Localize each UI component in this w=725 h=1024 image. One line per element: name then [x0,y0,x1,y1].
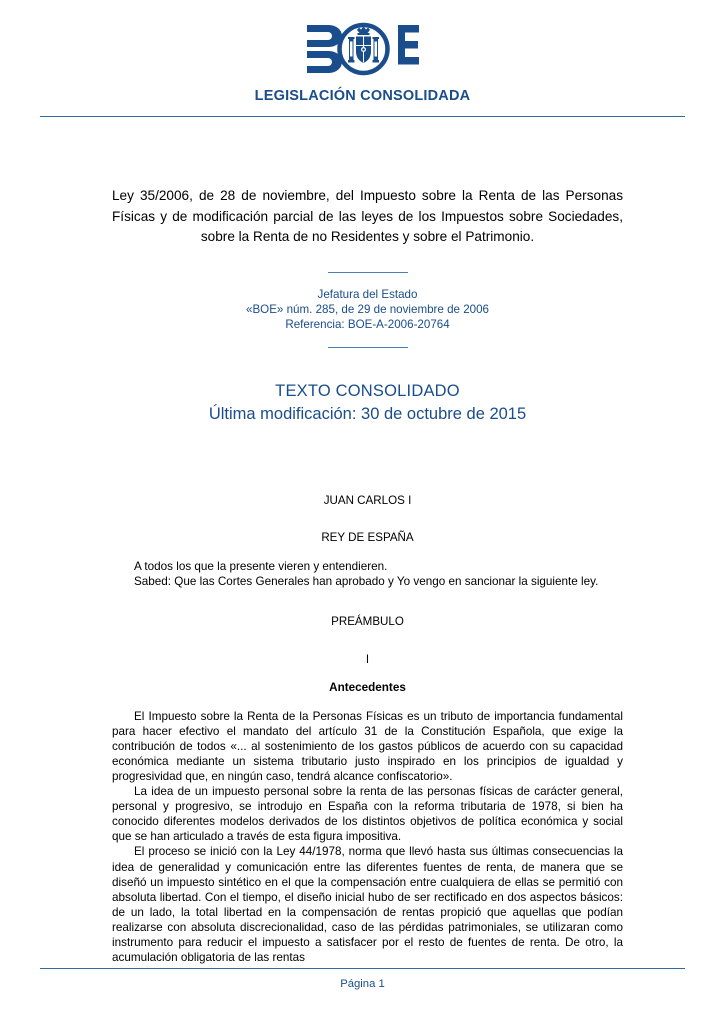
section-number: I [365,652,370,666]
preamble-paragraphs [112,709,623,966]
meta-issuer: Jefatura del Estado [317,287,418,301]
separator-bottom [328,347,408,348]
document-meta [112,287,623,333]
separator-top [328,272,408,273]
meta-publication: «BOE» núm. 285, de 29 de noviembre de 2006 [246,302,489,316]
king-name: JUAN CARLOS I [323,494,412,508]
last-modified-label: Última modificación: 30 de octubre de 2015 [208,405,527,424]
preamble-paragraph: La idea de un impuesto personal sobre la renta de las personas físicas de carácter general, personal y progresivo, se introdujo en España con la reforma tributaria de 1978, si bien ha conocido diferentes modelos derivados de los distintos objetivos de política económica y social que se han articulado a través de esta figura impositiva. [112,785,623,844]
preamble-heading: PREÁMBULO [331,614,404,628]
meta-reference: Referencia: BOE-A-2006-20764 [285,318,450,332]
document-content [112,0,623,965]
document-title: Ley 35/2006, de 28 de noviembre, del Impuesto sobre la Renta de las Personas Físicas y de modificación parcial de las leyes de los Impuestos sobre Sociedades, sobre la Renta de no Residentes y sobre el Patrimonio. [112,188,623,245]
footer-divider [40,968,685,969]
header-title: LEGISLACIÓN CONSOLIDADA [254,88,471,104]
preamble-paragraph: El proceso se inició con la Ley 44/1978, norma que llevó hasta sus últimas consecuencias la idea de generalidad y comunicación entre las diferentes fuentes de renta, de manera que se diseñó un impuesto sintético en el que la compensación entre cualquiera de ellas se permitió con absoluta libertad. Con el tiempo, el diseño inicial hubo de ser rectificado en dos aspectos básicos: de un lado, la total libertad en la compensación de rentas propició que aquellas que podían realizarse con absoluta discrecionalidad, caso de las pérdidas patrimoniales, se utilizaran como instrumento para reducir el impuesto a satisfacer por el resto de fuentes de renta. De otro, la acumulación obligatoria de las rentas [112,845,623,965]
page-footer [0,968,725,1024]
section-title: Antecedentes [329,680,406,694]
consolidated-label: TEXTO CONSOLIDADO [275,382,460,401]
preamble-paragraph: El Impuesto sobre la Renta de la Personas Físicas es un tributo de importancia fundamental para hacer efectivo el mandato del artículo 31 de la Constitución Española, que exige la contribución de todos «... al sostenimiento de los gastos públicos de acuerdo con su capacidad económica mediante un sistema tributario justo inspirado en los principios de igualdad y progresividad que, en ningún caso, tendrá alcance confiscatorio». [112,709,623,783]
king-role: REY DE ESPAÑA [321,531,414,545]
intro-paragraph-2: Sabed: Que las Cortes Generales han aprobado y Yo vengo en sancionar la siguiente ley. [134,575,599,589]
page-number: Página 1 [340,978,385,990]
consolidated-block [112,380,623,426]
intro-paragraph-1: A todos los que la presente vieren y entendieren. [134,560,388,574]
